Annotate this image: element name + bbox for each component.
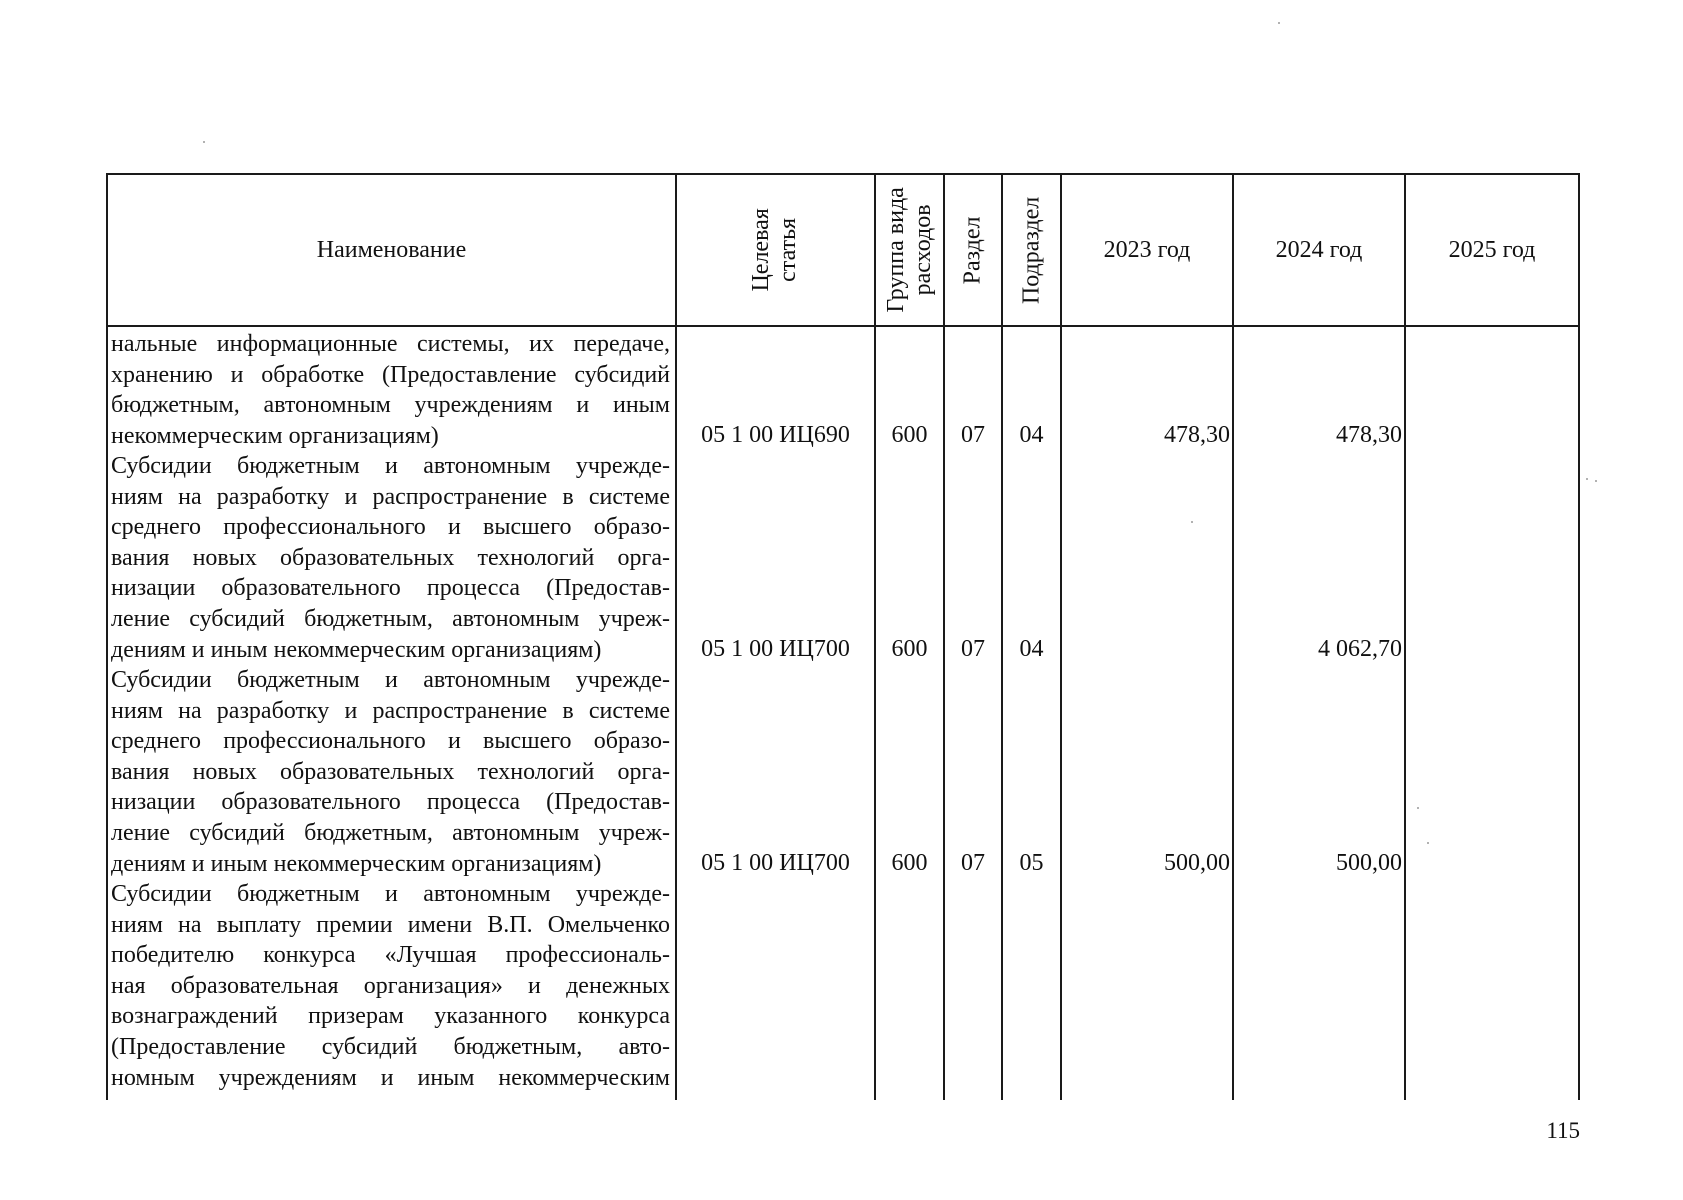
row-0-expense-group: 600 [891, 422, 928, 448]
page-number: 115 [1546, 1118, 1580, 1143]
row-1-line-6: дениям и иным некоммерческим организациям) [111, 636, 602, 663]
scan-speck [1586, 478, 1588, 480]
row-2-line-4: низации образовательного процесса (Предостав- [111, 789, 670, 816]
row-2-subsection: 05 [1019, 850, 1044, 876]
col-border-right [1578, 173, 1580, 1100]
scan-speck [1417, 807, 1419, 809]
row-2-line-6: дениям и иным некоммерческим организациям) [111, 850, 602, 877]
header-2023 [1062, 175, 1232, 325]
table-row-1-name [111, 451, 670, 665]
row-0-2024: 478,30 [1336, 422, 1402, 448]
row-2-line-2: среднего профессионального и высшего образо- [111, 728, 670, 755]
row-0-section: 07 [961, 422, 985, 448]
row-3-line-4: вознаграждений призерам указанного конкурса [111, 1003, 670, 1030]
header-2024-label: 2024 год [1275, 236, 1363, 263]
header-2024 [1234, 175, 1404, 325]
row-2-2024: 500,00 [1336, 850, 1402, 876]
header-target-article-line2: статья [774, 218, 801, 282]
row-2-line-3: вания новых образовательных технологий орга- [111, 758, 670, 785]
row-3-line-0: Субсидии бюджетным и автономным учрежде- [111, 881, 670, 907]
scan-speck [1595, 480, 1597, 482]
row-1-line-0: Субсидии бюджетным и автономным учрежде- [111, 453, 670, 479]
header-section [945, 175, 1001, 325]
scan-speck [203, 141, 205, 143]
header-expense-group-line2: расходов [909, 204, 936, 296]
header-name [108, 175, 675, 325]
row-3-line-3: ная образовательная организация» и денежных [111, 972, 670, 999]
row-0-line-3: некоммерческим организациям) [111, 422, 439, 449]
header-2025-label: 2025 год [1448, 236, 1536, 263]
table-row-0-name [111, 329, 670, 451]
row-1-2024: 4 062,70 [1318, 636, 1402, 662]
header-section-rotated [960, 216, 987, 284]
table-row-2-name [111, 665, 670, 879]
row-3-line-1: ниям на выплату премии имени В.П. Омельченко [111, 911, 670, 938]
row-2-target-article: 05 1 00 ИЦ700 [701, 850, 850, 876]
header-target-article-rotated [748, 208, 802, 291]
row-2-line-5: ление субсидий бюджетным, автономным учреж- [111, 819, 670, 846]
row-0-subsection: 04 [1019, 422, 1044, 448]
scan-speck [1191, 521, 1193, 523]
header-subsection-rotated [1018, 196, 1045, 303]
row-1-line-5: ление субсидий бюджетным, автономным учреж- [111, 605, 670, 632]
header-subsection [1003, 175, 1060, 325]
header-2025 [1406, 175, 1578, 325]
row-0-line-2: бюджетным, автономным учреждениям и иным [111, 392, 670, 419]
row-1-section: 07 [961, 636, 985, 662]
header-section-label: Раздел [959, 216, 986, 284]
header-name-label: Наименование [316, 236, 467, 263]
row-1-subsection: 04 [1019, 636, 1044, 662]
row-3-line-6: номным учреждениям и иным некоммерческим [111, 1064, 670, 1091]
header-subsection-label: Подраздел [1018, 196, 1045, 304]
row-1-line-2: среднего профессионального и высшего образо- [111, 514, 670, 541]
row-2-line-1: ниям на разработку и распространение в системе [111, 697, 670, 724]
row-2-line-0: Субсидии бюджетным и автономным учрежде- [111, 667, 670, 693]
table-row-3-name [111, 879, 670, 1093]
row-1-line-1: ниям на разработку и распространение в системе [111, 483, 670, 510]
row-3-line-5: (Предоставление субсидий бюджетным, авто- [111, 1033, 670, 1060]
row-1-expense-group: 600 [891, 636, 928, 662]
row-2-2023: 500,00 [1164, 850, 1230, 876]
header-expense-group [876, 175, 943, 325]
row-1-target-article: 05 1 00 ИЦ700 [701, 636, 850, 662]
row-3-line-2: победителю конкурса «Лучшая профессиональ- [111, 942, 670, 969]
row-0-2023: 478,30 [1164, 422, 1230, 448]
row-0-line-1: хранению и обработке (Предоставление субсидий [111, 361, 670, 388]
row-2-expense-group: 600 [891, 850, 928, 876]
row-1-line-3: вания новых образовательных технологий орга- [111, 544, 670, 571]
header-2023-label: 2023 год [1103, 236, 1191, 263]
row-2-section: 07 [961, 850, 985, 876]
row-0-target-article: 05 1 00 ИЦ690 [701, 422, 850, 448]
header-bottom-border [106, 325, 1580, 327]
header-expense-group-rotated [883, 187, 937, 312]
row-1-line-4: низации образовательного процесса (Предостав- [111, 575, 670, 602]
header-target-article [676, 175, 874, 325]
header-target-article-line1: Целевая [748, 208, 775, 292]
header-expense-group-line1: Группа вида [882, 187, 909, 313]
scan-speck [1278, 22, 1280, 24]
row-0-line-0: нальные информационные системы, их передаче, [111, 331, 670, 357]
scan-speck [1427, 842, 1429, 844]
